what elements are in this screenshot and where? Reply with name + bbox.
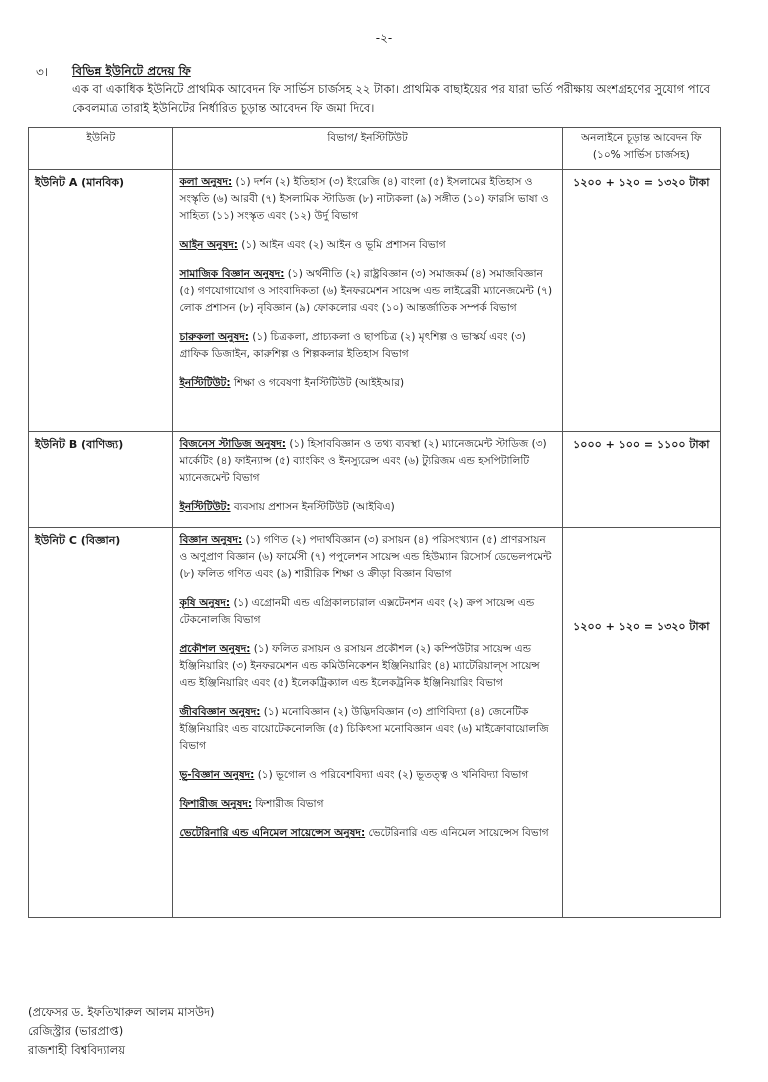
faculty-label: কলা অনুষদ: — [179, 176, 233, 188]
faculty-block — [179, 767, 555, 784]
faculty-text: (১) অর্থনীতি (২) রাষ্ট্রবিজ্ঞান (৩) সমাজকর্ম (৪) সমাজবিজ্ঞান (৫) গণযোগাযোগ ও সাংবাদিকতা (৬) ইনফরমেশন সায়েন্স এন্ড লাইব্রেরী ম্যানেজমেন্ট (৭) লোক প্রশাসন (৮) নৃবিজ্ঞান (৯) ফোকলোর এবং (১০) আন্তর্জাতিক সম্পর্ক বিভাগ — [179, 268, 553, 314]
faculty-label: সামাজিক বিজ্ঞান অনুষদ: — [179, 268, 285, 280]
table-row-unit-b — [29, 432, 721, 528]
faculty-text: (১) আইন এবং (২) আইন ও ভূমি প্রশাসন বিভাগ — [237, 239, 446, 251]
faculty-text: (১) ফলিত রসায়ন ও রসায়ন প্রকৌশল (২) কম্পিউটার সায়েন্স এন্ড ইঞ্জিনিয়ারিং (৩) ইনফরমেশন এন্ড কমিউনিকেশন ইঞ্জিনিয়ারিং (৪) ম্যাটেরিয়াল্স সায়েন্স এন্ড ইঞ্জিনিয়ারিং এবং (৫) ইলেকট্রিক্যাল এন্ড ইলেকট্রনিক ইঞ্জিনিয়ারিং বিভাগ — [179, 643, 540, 689]
table-header-row — [29, 128, 721, 170]
faculty-label: বিজ্ঞান অনুষদ: — [179, 534, 243, 546]
section-intro: এক বা একাধিক ইউনিটে প্রাথমিক আবেদন ফি সার্ভিস চার্জসহ ২২ টাকা। প্রাথমিক বাছাইয়ের পর যারা ভর্তি পরীক্ষায় অংশগ্রহণের সুযোগ পাবে কেবলমাত্র তারাই ইউনিটের নির্ধারিত চূড়ান্ত আবেদন ফি জমা দিবে। — [72, 82, 710, 115]
signatory-institution: রাজশাহী বিশ্ববিদ্যালয় — [28, 1043, 126, 1057]
faculty-text: ভেটেরিনারি এন্ড এনিমেল সায়েন্সেস বিভাগ — [365, 827, 549, 839]
unit-cell: ইউনিট B (বাণিজ্য) — [29, 432, 173, 528]
faculty-label: আইন অনুষদ: — [179, 239, 238, 251]
header-dept: বিভাগ/ ইনস্টিটিউট — [173, 128, 562, 170]
faculty-block — [179, 174, 555, 225]
faculty-label: কৃষি অনুষদ: — [179, 597, 231, 609]
faculty-block — [179, 499, 555, 516]
faculty-text: (১) এগ্রোনমী এন্ড এগ্রিকালচারাল এক্সটেনশন এবং (২) ক্রপ সায়েন্স এন্ড টেকনোলজি বিভাগ — [179, 597, 535, 626]
table-row-unit-c — [29, 528, 721, 918]
header-fee — [562, 128, 720, 170]
fee-cell: ১২০০ + ১২০ = ১৩২০ টাকা — [562, 528, 720, 918]
faculty-block — [179, 329, 555, 363]
signatory-name: (প্রফেসর ড. ইফতিখারুল আলম মাসউদ) — [28, 1005, 215, 1019]
faculty-label: ভূ-বিজ্ঞান অনুষদ: — [179, 769, 255, 781]
faculty-block — [179, 436, 555, 487]
unit-cell: ইউনিট C (বিজ্ঞান) — [29, 528, 173, 918]
faculty-label: জীববিজ্ঞান অনুষদ: — [179, 706, 261, 718]
faculty-block — [179, 825, 555, 842]
faculty-text: (১) হিসাববিজ্ঞান ও তথ্য ব্যবস্থা (২) ম্যানেজমেন্ট স্টাডিজ (৩) মার্কেটিং (৪) ফাইন্যান্স (৫) ব্যাংকিং ও ইনস্যুরেন্স এবং (৬) ট্যুরিজম এন্ড হসপিটালিটি ম্যানেজমেন্ট বিভাগ — [179, 438, 547, 484]
faculty-label: ইনস্টিটিউট: — [179, 501, 231, 513]
signature-block — [28, 1003, 215, 1060]
header-fee-line2: (১০% সার্ভিস চার্জসহ) — [592, 149, 690, 161]
faculty-label: ফিশারীজ অনুষদ: — [179, 798, 253, 810]
faculty-label: প্রকৌশল অনুষদ: — [179, 643, 251, 655]
faculty-block — [179, 595, 555, 629]
dept-cell — [173, 528, 562, 918]
faculty-block — [179, 266, 555, 317]
section-number: ৩। — [36, 65, 49, 79]
faculty-text: (১) চিত্রকলা, প্রাচ্যকলা ও ছাপচিত্র (২) মৃৎশিল্প ও ভাস্কর্য এবং (৩) গ্রাফিক ডিজাইন, কারুশিল্প ও শিল্পকলার ইতিহাস বিভাগ — [179, 331, 526, 360]
faculty-text: (১) মনোবিজ্ঞান (২) উদ্ভিদবিজ্ঞান (৩) প্রাণিবিদ্যা (৪) জেনেটিক ইঞ্জিনিয়ারিং এন্ড বায়োটেকনোলজি (৫) চিকিৎসা মনোবিজ্ঞান এবং (৬) মাইক্রোবায়োলজি বিভাগ — [179, 706, 549, 752]
faculty-label: চারুকলা অনুষদ: — [179, 331, 249, 343]
faculty-block — [179, 237, 555, 254]
header-fee-line1: অনলাইনে চূড়ান্ত আবেদন ফি — [581, 132, 702, 144]
faculty-text: (১) ভূগোল ও পরিবেশবিদ্যা এবং (২) ভূতত্ত্ব ও খনিবিদ্যা বিভাগ — [254, 769, 529, 781]
faculty-block — [179, 375, 555, 392]
fee-cell: ১০০০ + ১০০ = ১১০০ টাকা — [562, 432, 720, 528]
faculty-text: শিক্ষা ও গবেষণা ইনস্টিটিউট (আইইআর) — [230, 377, 405, 389]
table-row-unit-a — [29, 170, 721, 432]
faculty-label: ভেটেরিনারি এন্ড এনিমেল সায়েন্সেস অনুষদ: — [179, 827, 366, 839]
faculty-label: বিজনেস স্টাডিজ অনুষদ: — [179, 438, 286, 450]
dept-cell — [173, 170, 562, 432]
faculty-block — [179, 704, 555, 755]
fee-cell: ১২০০ + ১২০ = ১৩২০ টাকা — [562, 170, 720, 432]
faculty-text: ব্যবসায় প্রশাসন ইনস্টিটিউট (আইবিএ) — [230, 501, 395, 513]
page-number: -২- — [375, 31, 393, 45]
dept-cell — [173, 432, 562, 528]
faculty-block — [179, 796, 555, 813]
fee-table — [28, 127, 721, 918]
unit-cell: ইউনিট A (মানবিক) — [29, 170, 173, 432]
signatory-designation: রেজিস্ট্রার (ভারপ্রাপ্ত) — [28, 1024, 124, 1038]
faculty-text: (১) দর্শন (২) ইতিহাস (৩) ইংরেজি (৪) বাংলা (৫) ইসলামের ইতিহাস ও সংস্কৃতি (৬) আরবী (৭) ইসলামিক স্টাডিজ (৮) নাট্যকলা (৯) সঙ্গীত (১০) ফারসি ভাষা ও সাহিত্য (১১) সংস্কৃত এবং (১২) উর্দু বিভাগ — [179, 176, 549, 222]
section-title: বিভিন্ন ইউনিটে প্রদেয় ফি — [72, 64, 191, 78]
header-unit: ইউনিট — [29, 128, 173, 170]
faculty-block — [179, 532, 555, 583]
faculty-label: ইনস্টিটিউট: — [179, 377, 231, 389]
faculty-text: ফিশারীজ বিভাগ — [252, 798, 324, 810]
faculty-block — [179, 641, 555, 692]
faculty-text: (১) গণিত (২) পদার্থবিজ্ঞান (৩) রসায়ন (৪) পরিসংখ্যান (৫) প্রাণরসায়ন ও অণুপ্রাণ বিজ্ঞান (৬) ফার্মেসী (৭) পপুলেশন সায়েন্স এন্ড হিউম্যান রিসোর্স ডেভেলপমেন্ট (৮) ফলিত গণিত এবং (৯) শারীরিক শিক্ষা ও ক্রীড়া বিজ্ঞান বিভাগ — [179, 534, 552, 580]
